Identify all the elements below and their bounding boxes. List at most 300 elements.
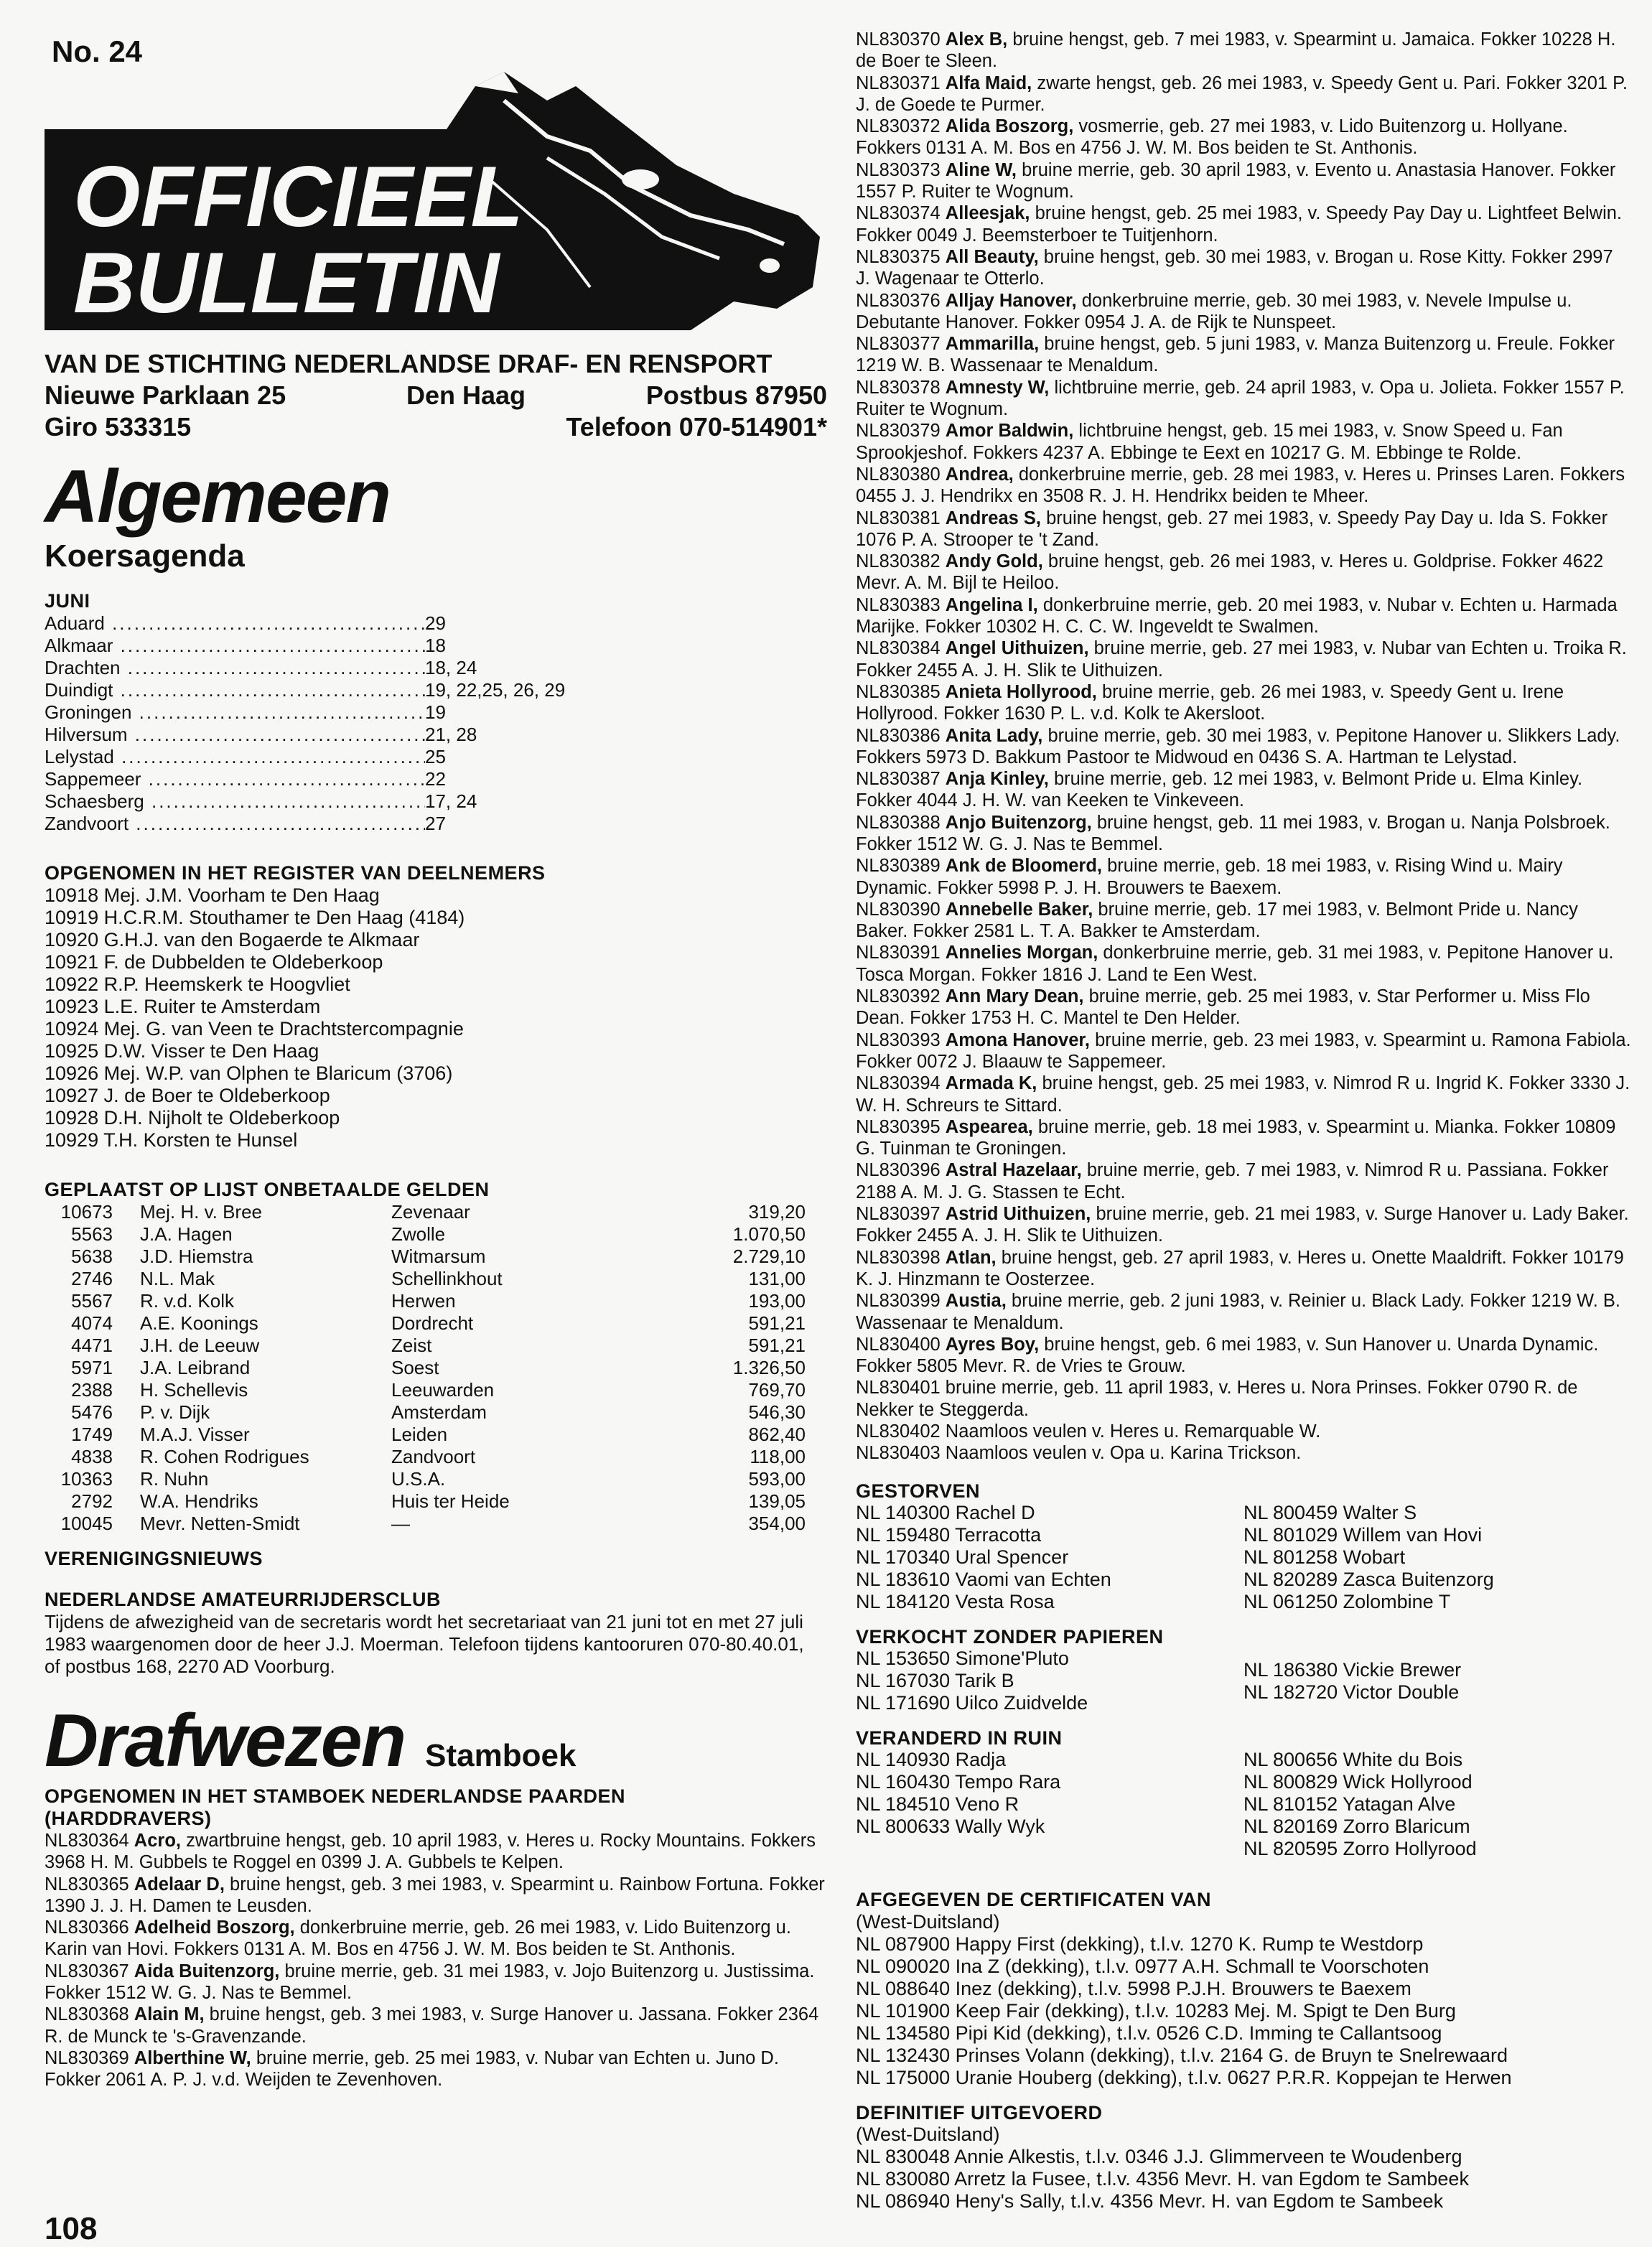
entry-text: bruine merrie, geb. 21 mei 1983, v. Surge Hanover u. Lady Baker. Fokker 2455 A. J. H. Slik te Uithuizen.: [856, 1204, 1629, 1246]
debt-nr: 1749: [71, 1424, 113, 1445]
debt-amount: 131,00: [748, 1268, 806, 1289]
entry-id: NL830367: [45, 1961, 129, 1981]
debt-name: J.A. Leibrand: [140, 1357, 251, 1378]
entry-text: bruine merrie, geb. 30 mei 1983, v. Pepitone Hanover u. Slikkers Lady. Fokkers 5973 D. Bakkum Pastoor te Midwoud en 0436 S. A. Hartman te Lelystad.: [856, 725, 1620, 767]
stamboek-entry: [856, 1203, 1631, 1247]
debt-row: [45, 1201, 806, 1223]
entry-id: NL830365: [45, 1874, 129, 1895]
stamboek-entry: [45, 1830, 827, 1874]
debt-amount: 2.729,10: [732, 1246, 806, 1267]
register-list: [45, 884, 827, 1151]
debt-row: [45, 1446, 806, 1468]
stamboek-entry: [45, 2047, 827, 2091]
debt-row: [45, 1223, 806, 1246]
entry-text: bruine hengst, geb. 5 juni 1983, v. Manza Buitenzorg u. Freule. Fokker 1219 W. B. Wassenaar te Menaldum.: [856, 334, 1615, 376]
section-title-algemeen: Algemeen: [45, 455, 391, 538]
debt-nr: 2792: [71, 1490, 113, 1512]
entry-text: bruine merrie, geb. 27 mei 1983, v. Nubar van Echten u. Troika R. Fokker 2455 A. J. H. Slik te Uithuizen.: [856, 638, 1627, 681]
gestorven-item: NL 140300 Rachel D: [856, 1501, 1035, 1523]
verkocht-item: NL 167030 Tarik B: [856, 1670, 1014, 1692]
entry-name: Alfa Maid,: [945, 73, 1032, 93]
debt-name: J.A. Hagen: [140, 1223, 233, 1245]
verkocht-right: [1243, 1648, 1631, 1714]
entry-id: NL830387: [856, 769, 941, 790]
entry-id: NL830364: [45, 1831, 129, 1851]
debt-nr: 4471: [71, 1335, 113, 1356]
entry-text: bruine hengst, geb. 25 mei 1983, v. Nimrod R u. Ingrid K. Fokker 3330 J. W. H. Schreurs te Sittard.: [856, 1073, 1630, 1116]
entry-id: NL830390: [856, 899, 941, 920]
verkocht-item: NL 186380 Vickie Brewer: [1243, 1659, 1462, 1681]
entry-text: vosmerrie, geb. 27 mei 1983, v. Lido Buitenzorg u. Hollyane. Fokkers 0131 A. M. Bos en 4756 J. W. M. Bos beiden te St. Anthonis.: [856, 116, 1568, 159]
debt-place: Dordrecht: [391, 1312, 474, 1334]
stamboek-entry: [856, 681, 1631, 725]
entry-text: bruine hengst, geb. 27 mei 1983, v. Speedy Pay Day u. Ida S. Fokker 1076 P. A. Strooper te 't Zand.: [856, 508, 1608, 550]
entry-text: bruine merrie, geb. 17 mei 1983, v. Belmont Pride u. Nancy Baker. Fokker 2581 L. T. A. Bakker te Amsterdam.: [856, 899, 1578, 942]
right-column: [856, 29, 1631, 2213]
agenda-place: Groningen .....: [45, 701, 425, 724]
org-address: Nieuwe Parklaan 25: [45, 380, 286, 410]
entry-text: bruine merrie, geb. 18 mei 1983, v. Spearmint u. Mianka. Fokker 10809 G. Tuinman te Groningen.: [856, 1116, 1616, 1159]
debt-amount: 591,21: [748, 1335, 806, 1356]
stamboek-entry: [856, 420, 1631, 464]
entry-text: zwartbruine hengst, geb. 10 april 1983, v. Heres u. Rocky Mountains. Fokkers 3968 H. M. Gubbels te Roggel en 0399 J. A. Gubbels te Kelpen.: [45, 1831, 816, 1873]
stamboek-entry: [856, 202, 1631, 246]
entry-name: Andy Gold,: [945, 551, 1043, 572]
gestorven-right: [1243, 1502, 1631, 1613]
debt-nr: 4074: [71, 1312, 113, 1334]
agenda-place: Lelystad .....: [45, 746, 425, 768]
register-item: 10918 Mej. J.M. Voorham te Den Haag: [45, 884, 380, 906]
verkocht-item: NL 171690 Uilco Zuidvelde: [856, 1692, 1088, 1714]
entry-id: NL830392: [856, 986, 941, 1007]
register-item: 10928 D.H. Nijholt te Oldeberkoop: [45, 1107, 340, 1129]
ruin-item: NL 800829 Wick Hollyrood: [1243, 1771, 1473, 1793]
agenda-place: Alkmaar .....: [45, 635, 425, 657]
entry-name: Alberthine W,: [134, 2047, 251, 2068]
entry-name: Atlan,: [945, 1247, 997, 1268]
agenda-dates: 18: [425, 635, 446, 656]
entry-id: NL830403: [856, 1443, 941, 1464]
debt-nr: 10363: [60, 1468, 113, 1490]
agenda-dates: 25: [425, 746, 446, 767]
debt-name: Mevr. Netten-Smidt: [140, 1513, 300, 1534]
entry-name: Ank de Bloomerd,: [945, 856, 1102, 877]
agenda-dates: 22: [425, 768, 446, 790]
entry-id: NL830377: [856, 334, 941, 355]
ruin-item: NL 184510 Veno R: [856, 1793, 1019, 1816]
debt-place: Zeist: [391, 1335, 432, 1356]
entry-id: NL830373: [856, 159, 941, 180]
verkocht-item: NL 153650 Simone'Pluto: [856, 1648, 1069, 1670]
gestorven-item: NL 801258 Wobart: [1243, 1546, 1406, 1568]
agenda-dates: 19: [425, 701, 446, 723]
organization-block: [45, 348, 827, 443]
entry-id: NL830393: [856, 1029, 941, 1050]
stamboek-entry: [856, 986, 1631, 1029]
gestorven-heading: GESTORVEN: [856, 1480, 981, 1502]
entry-text: bruine hengst, geb. 27 april 1983, v. Heres u. Onette Maaldrift. Fokker 10179 K. J. Hinzmann te Oosterzee.: [856, 1247, 1624, 1289]
debt-place: Witmarsum: [391, 1246, 486, 1267]
entry-id: NL830394: [856, 1073, 941, 1094]
entry-name: Amor Baldwin,: [945, 421, 1074, 442]
horse-head-icon: [45, 72, 827, 330]
register-item: 10919 H.C.R.M. Stouthamer te Den Haag (4184): [45, 907, 465, 928]
entry-id: NL830368: [45, 2004, 129, 2025]
entry-name: Aspearea,: [945, 1116, 1033, 1137]
entry-text: bruine hengst, geb. 3 mei 1983, v. Surge Hanover u. Jassana. Fokker 2364 R. de Munck te 's-Gravenzande.: [45, 2004, 819, 2047]
debt-row: [45, 1401, 806, 1424]
org-name: VAN DE STICHTING NEDERLANDSE DRAF- EN RENSPORT: [45, 349, 773, 378]
gestorven-item: NL 183610 Vaomi van Echten: [856, 1568, 1111, 1590]
cert-heading: AFGEGEVEN DE CERTIFICATEN VAN: [856, 1889, 1212, 1911]
gestorven-item: NL 170340 Ural Spencer: [856, 1546, 1069, 1568]
entry-name: Andreas S,: [945, 508, 1042, 528]
entry-text: bruine merrie, geb. 7 mei 1983, v. Nimrod R u. Passiana. Fokker 2188 A. M. J. G. Stassen te Echt.: [856, 1160, 1609, 1202]
ruin-item: NL 820169 Zorro Blaricum: [1243, 1816, 1470, 1838]
debt-name: H. Schellevis: [140, 1379, 248, 1401]
stamboek-entries-left: [45, 1830, 827, 2091]
debt-amount: 546,30: [748, 1401, 806, 1423]
debt-row: [45, 1357, 806, 1379]
debt-place: Huis ter Heide: [391, 1490, 510, 1512]
debt-nr: 5563: [71, 1223, 113, 1245]
debt-amount: 193,00: [748, 1290, 806, 1312]
debt-name: N.L. Mak: [140, 1268, 215, 1289]
debt-place: Herwen: [391, 1290, 456, 1312]
entry-id: NL830388: [856, 812, 941, 833]
gestorven-item: NL 801029 Willem van Hovi: [1243, 1523, 1483, 1546]
debt-name: Mej. H. v. Bree: [140, 1201, 263, 1223]
entry-id: NL830400: [856, 1334, 941, 1355]
debt-amount: 1.326,50: [732, 1357, 806, 1378]
agenda-month: JUNI: [45, 590, 90, 612]
entry-text: bruine merrie, geb. 12 mei 1983, v. Belmont Pride u. Elma Kinley. Fokker 4044 J. H. W. van Keeken te Vinkeveen.: [856, 769, 1583, 811]
entry-text: bruine merrie, geb. 11 april 1983, v. Heres u. Nora Prinses. Fokker 0790 R. de Nekker te Steggerda.: [856, 1378, 1578, 1420]
entry-text: bruine merrie, geb. 31 mei 1983, v. Jojo Buitenzorg u. Justissima. Fokker 1512 W. G. J. Nas te Bemmel.: [45, 1961, 815, 2004]
stamboek-entry: [856, 464, 1631, 508]
gestorven-item: NL 800459 Walter S: [1243, 1501, 1417, 1523]
entry-text: Naamloos veulen v. Opa u. Karina Trickson.: [945, 1443, 1302, 1464]
debt-row: [45, 1424, 806, 1446]
verenigingsnieuws-heading: VERENIGINGSNIEUWS: [45, 1548, 263, 1569]
entry-name: Alex B,: [945, 29, 1008, 50]
club-text: Tijdens de afwezigheid van de secretaris wordt het secretariaat van 21 juni tot en met 27 juli 1983 waargenomen door de heer J.J. Moerman. Telefoon tijdens kantooruren 070-80.40.01, of postbus 168, 2270 AD Voorburg.: [45, 1611, 804, 1677]
entry-text: donkerbruine merrie, geb. 30 mei 1983, v. Nevele Impulse u. Debutante Hanover. Fokker 0954 J. A. de Rijk te Nunspeet.: [856, 290, 1572, 332]
debt-amount: 769,70: [748, 1379, 806, 1401]
entry-name: Alida Boszorg,: [945, 116, 1074, 137]
stamboek-entry: [856, 377, 1631, 421]
debt-row: [45, 1513, 806, 1535]
entry-id: NL830375: [856, 246, 941, 267]
export-list: [856, 2146, 1631, 2213]
gestorven-left: [856, 1502, 1243, 1613]
debt-place: Leeuwarden: [391, 1379, 495, 1401]
agenda-place: Drachten .....: [45, 657, 425, 679]
export-item: NL 830048 Annie Alkestis, t.l.v. 0346 J.J. Glimmerveen te Woudenberg: [856, 2146, 1462, 2168]
export-heading: DEFINITIEF UITGEVOERD: [856, 2101, 1103, 2124]
debt-nr: 5638: [71, 1246, 113, 1267]
debt-nr: 10673: [60, 1201, 113, 1223]
entry-text: bruine merrie, geb. 25 mei 1983, v. Star Performer u. Miss Flo Dean. Fokker 1753 H. C. Mantel te Den Helder.: [856, 986, 1590, 1029]
race-agenda: [45, 612, 827, 835]
debt-row: [45, 1335, 806, 1357]
entry-text: Naamloos veulen v. Heres u. Remarquable W.: [945, 1421, 1321, 1442]
entry-id: NL830366: [45, 1917, 129, 1938]
ruin-list: [856, 1749, 1631, 1860]
debt-nr: 5567: [71, 1290, 113, 1312]
entry-name: Anjo Buitenzorg,: [945, 812, 1092, 833]
entry-text: bruine hengst, geb. 3 mei 1983, v. Spearmint u. Rainbow Fortuna. Fokker 1390 J. J. H. Damen te Leusden.: [45, 1874, 825, 1916]
debt-name: R. v.d. Kolk: [140, 1290, 235, 1312]
entry-name: Angelina I,: [945, 594, 1038, 615]
debt-nr: 10045: [60, 1513, 113, 1534]
debt-place: Zandvoort: [391, 1446, 476, 1467]
entry-id: NL830379: [856, 421, 941, 442]
entry-name: Annelies Morgan,: [945, 943, 1098, 963]
register-item: 10923 L.E. Ruiter te Amsterdam: [45, 996, 321, 1017]
debt-row: [45, 1290, 806, 1312]
org-postbus: Postbus 87950: [645, 380, 827, 410]
stamboek-entry: [856, 1377, 1631, 1421]
entry-name: Adelaar D,: [134, 1874, 225, 1895]
debt-amount: 139,05: [748, 1490, 806, 1512]
gestorven-item: NL 184120 Vesta Rosa: [856, 1590, 1055, 1612]
cert-subheading: (West-Duitsland): [856, 1910, 1000, 1933]
entry-id: NL830380: [856, 464, 941, 485]
gestorven-item: NL 159480 Terracotta: [856, 1523, 1042, 1546]
stamboek-entry: [856, 290, 1631, 334]
stamboek-entry: [856, 1116, 1631, 1160]
entry-text: bruine merrie, geb. 25 mei 1983, v. Nubar van Echten u. Juno D. Fokker 2061 A. P. J. v.d. Weijden te Zevenhoven.: [45, 2047, 779, 2090]
entry-text: donkerbruine merrie, geb. 28 mei 1983, v. Heres u. Prinses Laren. Fokkers 0455 J. J. Hendrikx en 3508 R. J. H. Hendrikx beiden te Mheer.: [856, 464, 1625, 507]
ruin-item: NL 800656 White du Bois: [1243, 1749, 1463, 1771]
stamboek-entry: [856, 1442, 1631, 1464]
entry-text: donkerbruine merrie, geb. 20 mei 1983, v. Nubar v. Echten u. Harmada Marijke. Fokker 10302 H. C. C. W. Ingeveldt te Swalmen.: [856, 594, 1618, 637]
ruin-right: [1243, 1749, 1631, 1860]
entry-id: NL830372: [856, 116, 941, 137]
entry-id: NL830385: [856, 681, 941, 702]
org-city: Den Haag: [406, 380, 526, 410]
stamboek-entry: [856, 551, 1631, 594]
debt-place: —: [391, 1513, 410, 1534]
algemeen-section: [45, 455, 827, 2091]
debt-name: M.A.J. Visser: [140, 1424, 250, 1445]
entry-text: donkerbruine merrie, geb. 31 mei 1983, v. Pepitone Hanover u. Tosca Morgan. Fokker 1816 J. Land te Een West.: [856, 943, 1614, 985]
export-item: NL 086940 Heny's Sally, t.l.v. 4356 Mevr. H. van Egdom te Sambeek: [856, 2190, 1444, 2213]
register-item: 10926 Mej. W.P. van Olphen te Blaricum (3706): [45, 1062, 453, 1084]
entry-id: NL830369: [45, 2047, 129, 2068]
stamboek-entry: [856, 116, 1631, 159]
stamboek-entry: [856, 333, 1631, 377]
entry-name: Alain M,: [134, 2004, 205, 2025]
debts-heading: GEPLAATST OP LIJST ONBETAALDE GELDEN: [45, 1179, 490, 1200]
debt-name: J.D. Hiemstra: [140, 1246, 253, 1267]
entry-name: Astral Hazelaar,: [945, 1160, 1082, 1181]
entry-id: NL830374: [856, 203, 941, 224]
stamboek-entry: [856, 725, 1631, 769]
entry-text: zwarte hengst, geb. 26 mei 1983, v. Speedy Gent u. Pari. Fokker 3201 P. J. de Goede te Purmer.: [856, 73, 1628, 115]
stamboek-entry: [856, 29, 1631, 73]
entry-name: Alljay Hanover,: [945, 290, 1077, 311]
entry-id: NL830370: [856, 29, 941, 50]
ruin-item: NL 160430 Tempo Rara: [856, 1771, 1061, 1793]
stamboek-entry: [856, 73, 1631, 116]
stamboek-entry: [856, 1290, 1631, 1334]
entry-name: All Beauty,: [945, 246, 1039, 267]
entry-text: lichtbruine merrie, geb. 24 april 1983, v. Opa u. Jolieta. Fokker 1557 P. Ruiter te Wognum.: [856, 377, 1625, 420]
cert-item: NL 087900 Happy First (dekking), t.l.v. 1270 K. Rump te Westdorp: [856, 1933, 1424, 1955]
entry-id: NL830378: [856, 377, 941, 398]
register-item: 10921 F. de Dubbelden te Oldeberkoop: [45, 951, 383, 973]
debt-amount: 593,00: [748, 1468, 806, 1490]
entry-id: NL830395: [856, 1116, 941, 1137]
cert-item: NL 101900 Keep Fair (dekking), t.l.v. 10283 Mej. M. Spigt te Den Burg: [856, 1999, 1456, 2022]
stamboek-entry: [856, 855, 1631, 899]
stamboek-entry: [856, 942, 1631, 986]
debt-amount: 1.070,50: [732, 1223, 806, 1245]
entry-id: NL830401: [856, 1378, 941, 1398]
entry-name: Ayres Boy,: [945, 1334, 1040, 1355]
agenda-dates: 21, 28: [425, 724, 477, 745]
debt-place: Soest: [391, 1357, 439, 1378]
debt-nr: 5476: [71, 1401, 113, 1423]
debt-name: R. Nuhn: [140, 1468, 209, 1490]
stamboek-entry: [856, 508, 1631, 551]
org-giro: Giro 533315: [45, 412, 192, 442]
stamboek-entry: [856, 1421, 1631, 1442]
entry-id: NL830389: [856, 856, 941, 877]
debt-amount: 591,21: [748, 1312, 806, 1334]
entry-text: lichtbruine hengst, geb. 15 mei 1983, v. Snow Speed u. Fan Sprookjeshof. Fokkers 4237 A. Ebbinge te Eext en 10217 G. M. Ebbinge te Rolde.: [856, 421, 1563, 463]
entry-id: NL830399: [856, 1291, 941, 1312]
section-title-drafwezen: Drafwezen: [45, 1699, 406, 1783]
entry-id: NL830371: [856, 73, 941, 93]
register-item: 10929 T.H. Korsten te Hunsel: [45, 1129, 298, 1151]
entry-name: Ammarilla,: [945, 334, 1040, 355]
agenda-dates: 17, 24: [425, 790, 477, 812]
agenda-dates: 29: [425, 612, 446, 634]
debt-row: [45, 1246, 806, 1268]
cert-item: NL 175000 Uranie Houberg (dekking), t.l.v. 0627 P.R.R. Koppejan te Herwen: [856, 2066, 1512, 2088]
entry-name: Ann Mary Dean,: [945, 986, 1084, 1007]
register-item: 10924 Mej. G. van Veen te Drachtstercompagnie: [45, 1018, 464, 1040]
debt-place: Schellinkhout: [391, 1268, 503, 1289]
entry-text: bruine hengst, geb. 26 mei 1983, v. Heres u. Goldprise. Fokker 4622 Mevr. A. M. Bijl te Heiloo.: [856, 551, 1604, 594]
masthead-line1: OFFICIEEL: [73, 149, 523, 245]
section-subtitle-koersagenda: Koersagenda: [45, 538, 245, 574]
debt-row: [45, 1268, 806, 1290]
cert-list: [856, 1933, 1631, 2089]
stamboek-entry: [856, 246, 1631, 290]
entry-name: Annebelle Baker,: [945, 899, 1093, 920]
debt-amount: 319,20: [748, 1201, 806, 1223]
export-subheading: (West-Duitsland): [856, 2124, 1000, 2146]
debt-place: U.S.A.: [391, 1468, 446, 1490]
masthead-line2: BULLETIN: [73, 235, 500, 330]
entry-name: Aida Buitenzorg,: [134, 1961, 280, 1981]
entry-name: Anieta Hollyrood,: [945, 681, 1097, 702]
ruin-heading: VERANDERD IN RUIN: [856, 1727, 1063, 1750]
gestorven-list: [856, 1502, 1631, 1613]
cert-item: NL 134580 Pipi Kid (dekking), t.l.v. 0526 C.D. Imming te Callantsoog: [856, 2022, 1442, 2044]
gestorven-item: NL 061250 Zolombine T: [1243, 1590, 1451, 1612]
debt-nr: 4838: [71, 1446, 113, 1467]
entry-name: Anita Lady,: [945, 725, 1043, 746]
entry-name: Alleesjak,: [945, 203, 1030, 224]
gestorven-item: NL 820289 Zasca Buitenzorg: [1243, 1568, 1494, 1590]
stamboek-entries-right: [856, 29, 1631, 1464]
entry-id: NL830382: [856, 551, 941, 572]
debt-place: Amsterdam: [391, 1401, 487, 1423]
debt-nr: 2746: [71, 1268, 113, 1289]
stamboek-entry: [45, 1917, 827, 1961]
export-item: NL 830080 Arretz la Fusee, t.l.v. 4356 Mevr. H. van Egdom te Sambeek: [856, 2168, 1469, 2190]
agenda-place: Hilversum .....: [45, 724, 425, 746]
entry-text: bruine merrie, geb. 2 juni 1983, v. Reinier u. Black Lady. Fokker 1219 W. B. Wassenaar te Menaldum.: [856, 1291, 1620, 1333]
entry-text: bruine hengst, geb. 25 mei 1983, v. Speedy Pay Day u. Lightfeet Belwin. Fokker 0049 J. Beemsterboer te Tuitjenhorn.: [856, 203, 1623, 246]
entry-text: bruine hengst, geb. 11 mei 1983, v. Brogan u. Nanja Polsbroek. Fokker 1512 W. G. J. Nas te Bemmel.: [856, 812, 1610, 854]
stamboek-entry: [45, 1874, 827, 1917]
drafwezen-header: [45, 1699, 827, 1783]
verkocht-left: [856, 1648, 1243, 1714]
ruin-left: [856, 1749, 1243, 1860]
entry-id: NL830396: [856, 1160, 941, 1181]
debt-name: W.A. Hendriks: [140, 1490, 258, 1512]
entry-name: Amnesty W,: [945, 377, 1050, 398]
stamboek-heading: OPGENOMEN IN HET STAMBOEK NEDERLANDSE PAARDEN (HARDDRAVERS): [45, 1785, 626, 1829]
cert-item: NL 132430 Prinses Volann (dekking), t.l.v. 2164 G. de Bruyn te Snelrewaard: [856, 2044, 1508, 2066]
entry-name: Adelheid Boszorg,: [134, 1917, 295, 1938]
debt-name: A.E. Koonings: [140, 1312, 258, 1334]
entry-text: bruine hengst, geb. 6 mei 1983, v. Sun Hanover u. Unarda Dynamic. Fokker 5805 Mevr. R. de Vries te Grouw.: [856, 1334, 1599, 1377]
agenda-place: Schaesberg .....: [45, 790, 425, 813]
entry-text: bruine hengst, geb. 30 mei 1983, v. Brogan u. Rose Kitty. Fokker 2997 J. Wagenaar te Otterlo.: [856, 246, 1613, 289]
stamboek-entry: [45, 1961, 827, 2004]
register-item: 10922 R.P. Heemskerk te Hoogvliet: [45, 973, 350, 995]
entry-text: bruine merrie, geb. 23 mei 1983, v. Spearmint u. Ramona Fabiola. Fokker 0072 J. Blaauw te Sappemeer.: [856, 1029, 1631, 1072]
ruin-item: NL 810152 Yatagan Alve: [1243, 1793, 1456, 1816]
entry-text: bruine merrie, geb. 18 mei 1983, v. Rising Wind u. Mairy Dynamic. Fokker 5998 P. J. H. Brouwers te Baexem.: [856, 856, 1563, 898]
register-heading: OPGENOMEN IN HET REGISTER VAN DEELNEMERS: [45, 862, 546, 884]
entry-id: NL830381: [856, 508, 941, 528]
entry-id: NL830391: [856, 943, 941, 963]
debt-row: [45, 1490, 806, 1513]
debt-place: Zwolle: [391, 1223, 446, 1245]
debt-amount: 862,40: [748, 1424, 806, 1445]
agenda-place: Sappemeer .....: [45, 768, 425, 790]
debt-amount: 118,00: [750, 1446, 806, 1467]
entry-id: NL830398: [856, 1247, 941, 1268]
debt-row: [45, 1312, 806, 1335]
stamboek-entry: [45, 2004, 827, 2047]
stamboek-entry: [856, 594, 1631, 638]
entry-text: bruine merrie, geb. 30 april 1983, v. Evento u. Anastasia Hanover. Fokker 1557 P. Ruiter te Wognum.: [856, 159, 1616, 202]
entry-name: Aline W,: [945, 159, 1017, 180]
debt-place: Zevenaar: [391, 1201, 470, 1223]
stamboek-entry: [856, 637, 1631, 681]
debt-nr: 5971: [71, 1357, 113, 1378]
entry-name: Armada K,: [945, 1073, 1037, 1094]
stamboek-entry: [856, 1029, 1631, 1073]
stamboek-entry: [856, 1247, 1631, 1291]
section-subtitle-stamboek: Stamboek: [425, 1738, 577, 1773]
entry-name: Anja Kinley,: [945, 769, 1049, 790]
club-heading: NEDERLANDSE AMATEURRIJDERSCLUB: [45, 1589, 442, 1610]
ruin-item: NL 800633 Wally Wyk: [856, 1816, 1045, 1838]
debt-name: J.H. de Leeuw: [140, 1335, 260, 1356]
entry-id: NL830397: [856, 1204, 941, 1225]
entry-text: donkerbruine merrie, geb. 26 mei 1983, v. Lido Buitenzorg u. Karin van Hovi. Fokkers 0131 A. M. Bos en 4756 J. W. M. Bos beiden te St. Anthonis.: [45, 1917, 791, 1960]
